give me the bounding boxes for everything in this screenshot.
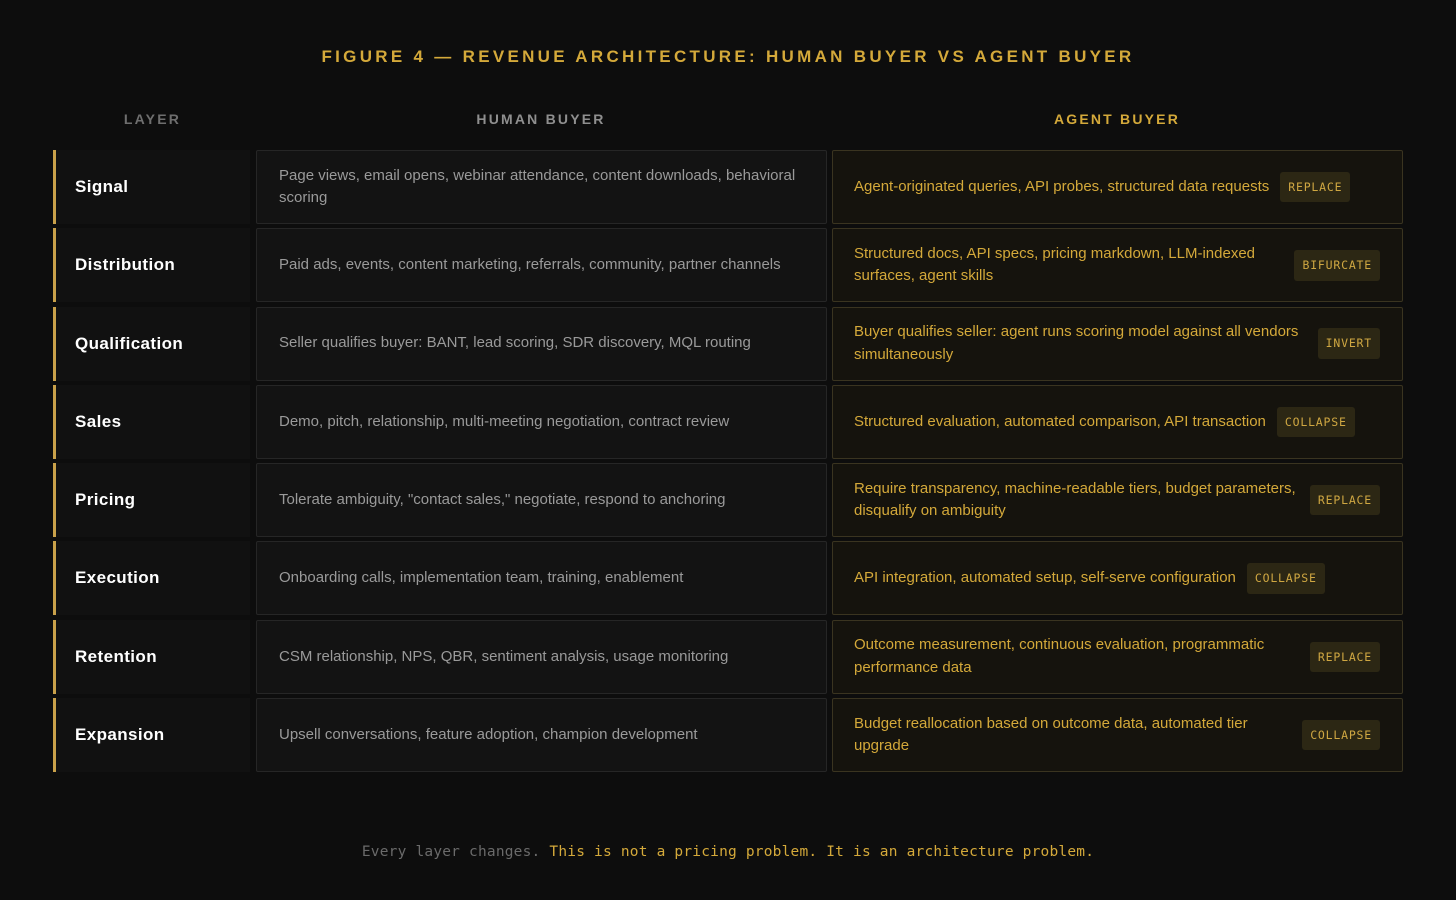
human-buyer-cell (256, 463, 827, 537)
layer-label: Distribution (53, 228, 250, 302)
figure-title: FIGURE 4 — REVENUE ARCHITECTURE: HUMAN BUYER VS AGENT BUYER (321, 47, 1135, 66)
table-row-distribution (53, 228, 1403, 302)
agent-buyer-cell (832, 620, 1403, 694)
comparison-table (53, 150, 1403, 776)
human-buyer-cell (256, 307, 827, 381)
human-buyer-text: CSM relationship, NPS, QBR, sentiment analysis, usage monitoring (279, 647, 729, 665)
agent-buyer-cell (832, 150, 1403, 224)
agent-buyer-cell (832, 463, 1403, 537)
footer-caption (0, 844, 1456, 860)
column-header-layer: LAYER (123, 111, 182, 127)
footer-lead-text: Every layer changes. (361, 844, 550, 860)
human-buyer-text: Demo, pitch, relationship, multi-meeting negotiation, contract review (279, 412, 730, 430)
agent-buyer-text: Outcome measurement, continuous evaluation, programmatic performance data (854, 636, 1265, 676)
agent-buyer-cell (832, 228, 1403, 302)
change-badge: INVERT (1318, 328, 1380, 359)
agent-buyer-text: Budget reallocation based on outcome data, automated tier upgrade (854, 714, 1248, 755)
table-row-retention (53, 620, 1403, 694)
layer-label: Signal (53, 150, 250, 224)
layer-label: Expansion (53, 698, 250, 772)
agent-buyer-text: API integration, automated setup, self-serve configuration (854, 569, 1236, 587)
layer-label: Sales (53, 385, 250, 459)
human-buyer-cell (256, 620, 827, 694)
agent-buyer-text: Structured docs, API specs, pricing markdown, LLM-indexed surfaces, agent skills (854, 244, 1256, 285)
change-badge: REPLACE (1310, 485, 1380, 516)
human-buyer-text: Seller qualifies buyer: BANT, lead scoring, SDR discovery, MQL routing (279, 334, 751, 352)
agent-buyer-text: Buyer qualifies seller: agent runs scoring model against all vendors simultaneously (854, 323, 1299, 363)
human-buyer-text: Onboarding calls, implementation team, training, enablement (279, 569, 684, 587)
column-header-human-buyer: HUMAN BUYER (476, 111, 606, 127)
table-row-pricing (53, 463, 1403, 537)
human-buyer-cell (256, 228, 827, 302)
agent-buyer-cell (832, 541, 1403, 615)
footer-emphasis-text: This is not a pricing problem. It is an architecture problem. (549, 844, 1095, 860)
human-buyer-cell (256, 698, 827, 772)
human-buyer-cell (256, 541, 827, 615)
table-row-signal (53, 150, 1403, 224)
layer-label: Qualification (53, 307, 250, 381)
agent-buyer-cell (832, 385, 1403, 459)
change-badge: COLLAPSE (1277, 407, 1355, 438)
agent-buyer-text: Agent-originated queries, API probes, structured data requests (854, 177, 1270, 195)
table-row-expansion (53, 698, 1403, 772)
change-badge: REPLACE (1310, 642, 1380, 673)
human-buyer-text: Tolerate ambiguity, "contact sales," negotiate, respond to anchoring (279, 490, 726, 508)
human-buyer-text: Upsell conversations, feature adoption, champion development (279, 725, 698, 743)
human-buyer-text: Paid ads, events, content marketing, referrals, community, partner channels (279, 256, 781, 274)
agent-buyer-cell (832, 307, 1403, 381)
human-buyer-cell (256, 150, 827, 224)
human-buyer-text: Page views, email opens, webinar attendance, content downloads, behavioral scoring (279, 166, 796, 206)
column-header-agent-buyer: AGENT BUYER (1053, 111, 1181, 127)
agent-buyer-text: Require transparency, machine-readable tiers, budget parameters, disqualify on ambiguity (854, 479, 1296, 520)
table-row-sales (53, 385, 1403, 459)
human-buyer-cell (256, 385, 827, 459)
change-badge: COLLAPSE (1302, 720, 1380, 751)
layer-label: Retention (53, 620, 250, 694)
layer-label: Pricing (53, 463, 250, 537)
table-row-qualification (53, 307, 1403, 381)
table-row-execution (53, 541, 1403, 615)
change-badge: REPLACE (1280, 172, 1350, 203)
layer-label: Execution (53, 541, 250, 615)
agent-buyer-text: Structured evaluation, automated comparison, API transaction (854, 412, 1266, 430)
change-badge: BIFURCATE (1294, 250, 1380, 281)
agent-buyer-cell (832, 698, 1403, 772)
change-badge: COLLAPSE (1247, 563, 1325, 594)
